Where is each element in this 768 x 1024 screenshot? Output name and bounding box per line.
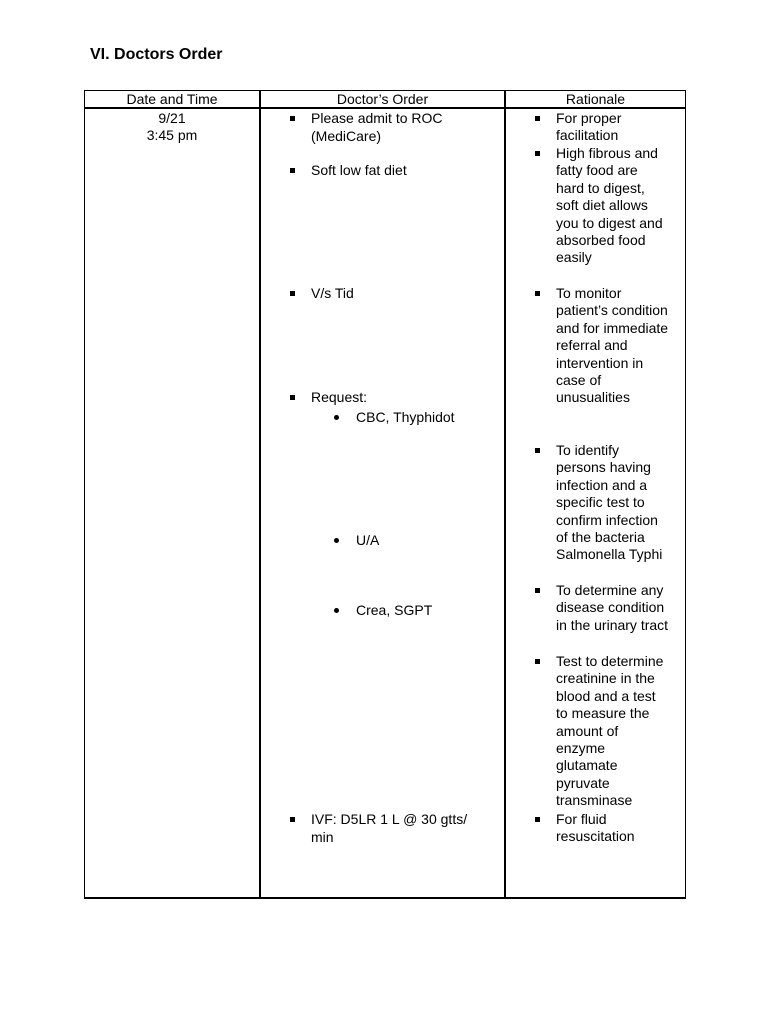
header-date-time: Date and Time bbox=[126, 91, 218, 107]
page-title: VI. Doctors Order bbox=[90, 46, 223, 63]
column-divider bbox=[259, 90, 261, 899]
request-item: Crea, SGPT bbox=[356, 602, 433, 618]
rationale-line: confirm infection bbox=[556, 511, 658, 528]
rationale-line: For fluid bbox=[556, 811, 607, 827]
rationale-line: resuscitation bbox=[556, 828, 635, 845]
order-vitals: V/s Tid bbox=[311, 285, 354, 301]
round-bullet-icon bbox=[334, 538, 339, 543]
rationale-line: soft diet allows bbox=[556, 197, 648, 214]
square-bullet-icon bbox=[535, 817, 540, 822]
rationale-line: specific test to bbox=[556, 494, 645, 511]
square-bullet-icon bbox=[535, 151, 540, 156]
rationale-line: in the urinary tract bbox=[556, 616, 669, 633]
rationale-line: persons having bbox=[556, 459, 651, 476]
square-bullet-icon bbox=[290, 168, 295, 173]
rationale-line: blood and a test bbox=[556, 687, 656, 704]
rationale-line: case of bbox=[556, 372, 602, 388]
header-divider bbox=[84, 107, 686, 109]
rationale-line: and for immediate bbox=[556, 319, 669, 336]
rationale-line: you to digest and bbox=[556, 214, 663, 231]
rationale-line: Test to determine bbox=[556, 653, 664, 669]
rationale-line: easily bbox=[556, 249, 592, 266]
order-request: Request: bbox=[311, 389, 368, 405]
round-bullet-icon bbox=[334, 608, 339, 613]
rationale-line: fatty food are bbox=[556, 162, 638, 179]
rationale-line: To identify bbox=[556, 442, 620, 458]
square-bullet-icon bbox=[535, 116, 540, 121]
rationale-line: amount of bbox=[556, 722, 619, 739]
square-bullet-icon bbox=[290, 395, 295, 400]
rationale-line: transminase bbox=[556, 792, 633, 809]
order-time: 3:45 pm bbox=[146, 127, 198, 143]
rationale-line: High fibrous and bbox=[556, 145, 658, 161]
order-ivf-line: IVF: D5LR 1 L @ 30 gtts/ bbox=[311, 811, 468, 827]
square-bullet-icon bbox=[290, 291, 295, 296]
rationale-line: disease condition bbox=[556, 599, 665, 616]
square-bullet-icon bbox=[535, 291, 540, 296]
rationale-line: To determine any bbox=[556, 582, 664, 598]
square-bullet-icon bbox=[535, 588, 540, 593]
rationale-line: unusualities bbox=[556, 389, 630, 406]
order-date: 9/21 bbox=[158, 110, 186, 126]
rationale-line: intervention in bbox=[556, 354, 644, 371]
rationale-line: pyruvate bbox=[556, 774, 610, 791]
square-bullet-icon bbox=[290, 817, 295, 822]
column-divider bbox=[504, 90, 506, 899]
rationale-line: absorbed food bbox=[556, 232, 646, 248]
request-item: CBC, Thyphidot bbox=[356, 409, 455, 425]
order-admit-line: (MediCare) bbox=[311, 128, 382, 144]
request-item: U/A bbox=[356, 532, 380, 548]
rationale-line: enzyme bbox=[556, 740, 606, 756]
order-admit-line: Please admit to ROC bbox=[311, 110, 443, 126]
square-bullet-icon bbox=[290, 116, 295, 121]
rationale-line: referral and bbox=[556, 337, 628, 354]
rationale-line: of the bacteria bbox=[556, 529, 645, 545]
rationale-line: creatinine in the bbox=[556, 670, 655, 687]
square-bullet-icon bbox=[535, 448, 540, 453]
rationale-line: For proper bbox=[556, 110, 622, 126]
header-rationale: Rationale bbox=[565, 91, 626, 107]
rationale-line: To monitor bbox=[556, 285, 622, 301]
rationale-line: glutamate bbox=[556, 757, 618, 774]
rationale-line: to measure the bbox=[556, 705, 650, 722]
rationale-line: Salmonella Typhi bbox=[556, 546, 663, 563]
order-diet: Soft low fat diet bbox=[311, 162, 407, 178]
rationale-line: hard to digest, bbox=[556, 179, 645, 196]
header-doctors-order: Doctor’s Order bbox=[336, 91, 429, 107]
square-bullet-icon bbox=[535, 659, 540, 664]
rationale-line: facilitation bbox=[556, 127, 619, 144]
order-ivf-line: min bbox=[311, 829, 334, 845]
rationale-line: infection and a bbox=[556, 476, 648, 493]
round-bullet-icon bbox=[334, 415, 339, 420]
rationale-line: patient’s condition bbox=[556, 302, 668, 319]
